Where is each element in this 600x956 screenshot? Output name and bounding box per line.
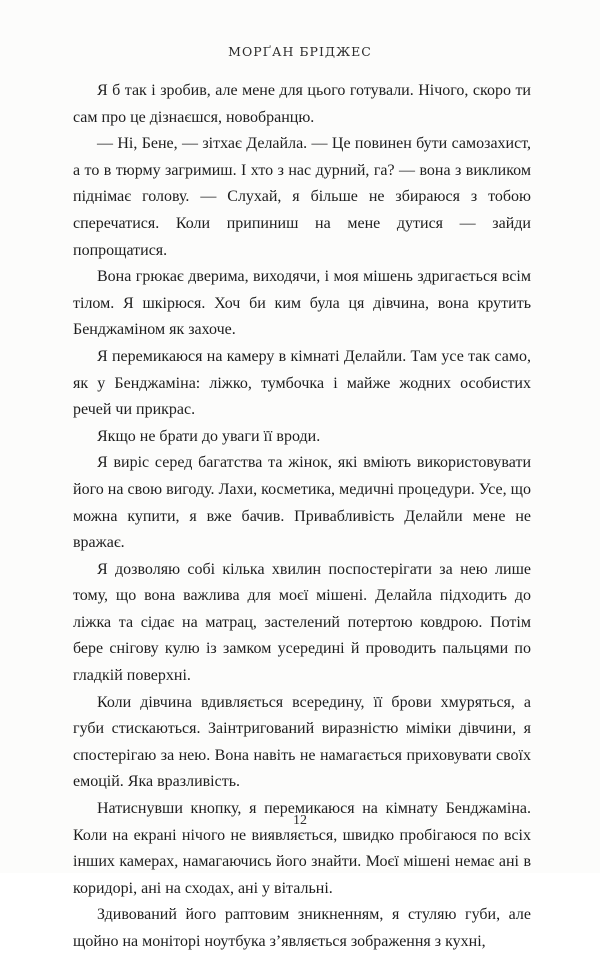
paragraph: Я б так і зробив, але мене для цього готували. Нічого, скоро ти сам про це дізнаєшся, новобранцю. bbox=[73, 82, 531, 126]
running-head-author: МОРҐАН БРІДЖЕС bbox=[228, 44, 372, 59]
paragraph: Здивований його раптовим зникненням, я стуляю губи, але щойно на моніторі ноутбука з’являється зображення з кухні, bbox=[73, 906, 531, 950]
paragraph: Натиснувши кнопку, я перемикаюся на кімнату Бенджаміна. Коли на екрані нічого не виявляється, швидко пробігаюся по всіх інших камерах, намагаючись його знайти. Моєї мішені немає ані в коридорі, ані на сходах, ані у вітальні. bbox=[73, 800, 531, 897]
paragraph: Я виріс серед багатства та жінок, які вміють використовувати його на свою вигоду. Лахи, косметика, медичні процедури. Усе, що можна купити, я вже бачив. Привабливість Делайли мене не вражає. bbox=[73, 454, 531, 552]
paragraph: — Ні, Бене, — зітхає Делайла. — Це повинен бути самозахист, а то в тюрму загримиш. І хто з нас дурний, га? — вона з викликом піднімає голову. — Слухай, я більше не збираюся з тобою сперечатися. Коли припиниш на мене дутися — зайди попрощатися. bbox=[73, 135, 531, 259]
paragraph: Я дозволяю собі кілька хвилин поспостерігати за нею лише тому, що вона важлива для моєї мішені. Делайла підходить до ліжка та сідає на матрац, застелений потертою ковдрою. Потім бере снігову кулю із замком усередині й проводить пальцями по гладкій поверхні. bbox=[73, 560, 531, 685]
paragraph: Вона грюкає дверима, виходячи, і моя мішень здригається всім тілом. Я шкірюся. Хоч би ким була ця дівчина, вона крутить Бенджаміном як захоче. bbox=[73, 268, 531, 339]
paragraph: Коли дівчина вдивляється всередину, її брови хмуряться, а губи стискаються. Заінтригований виразністю міміки дівчини, я спостерігаю за нею. Вона навіть не намагається приховувати своїх емоцій. Яка вразливість. bbox=[73, 693, 531, 791]
page-number: 12 bbox=[293, 813, 307, 828]
paragraph: Якщо не брати до уваги її вроди. bbox=[97, 427, 321, 445]
paragraph: Я перемикаюся на камеру в кімнаті Делайли. Там усе так само, як у Бенджаміна: ліжко, тумбочка і майже жодних особистих речей чи прикрас. bbox=[73, 347, 531, 419]
